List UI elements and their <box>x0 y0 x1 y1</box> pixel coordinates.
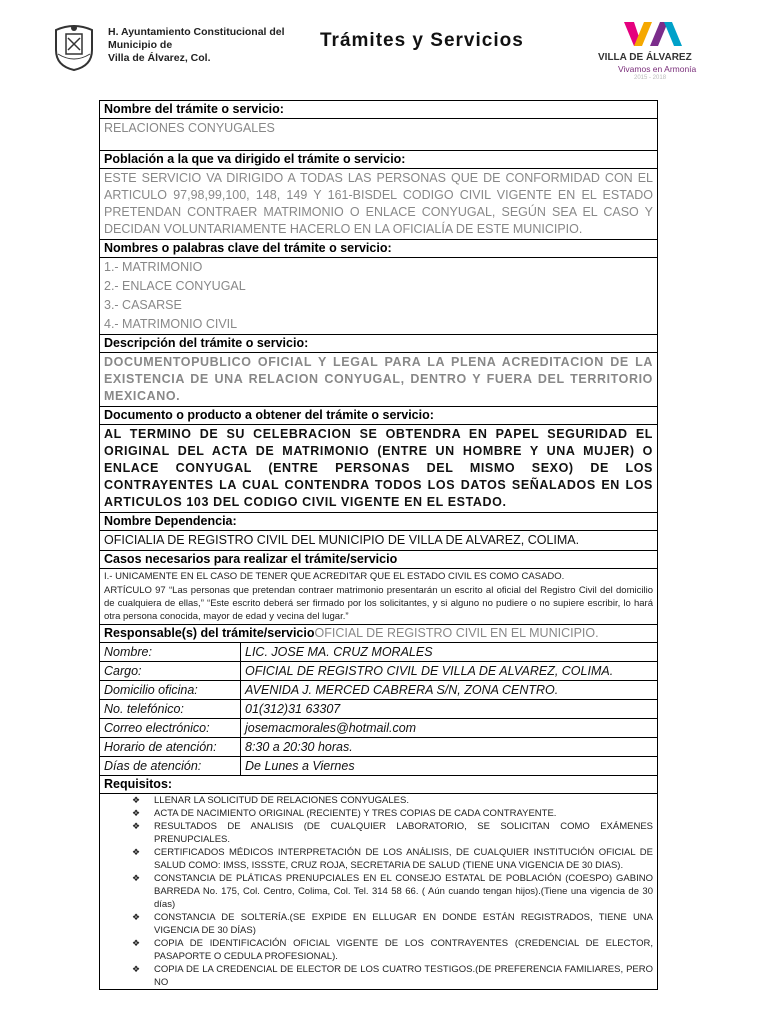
org-line-1: H. Ayuntamiento Constitucional del <box>108 26 285 38</box>
responsible-value: OFICIAL DE REGISTRO CIVIL EN EL MUNICIPIO. <box>314 626 599 640</box>
keywords-label-row <box>100 240 657 258</box>
villa-de-alvarez-logo <box>598 18 708 88</box>
page-title: Trámites y Servicios <box>320 30 524 51</box>
responsible-row <box>100 625 657 643</box>
requirement-text: COPIA DE IDENTIFICACIÓN OFICIAL VIGENTE DE LOS CONTRAYENTES (CREDENCIAL DE ELECTOR, PASAPORTE O CEDULA PROFESIONAL). <box>154 938 653 962</box>
contact-row <box>100 681 657 700</box>
requirement-text: CERTIFICADOS MÉDICOS INTERPRETACIÓN DE LOS ANÁLISIS, DE CUALQUIER INSTITUCIÓN OFICIAL DE SALUD COMO: IMSS, ISSSTE, CRUZ ROJA, SECRETARIA DE SALUD (TIENE UNA VIGENCIA DE 30 DIAS). <box>154 847 653 871</box>
diamond-bullet-icon: ❖ <box>132 964 141 974</box>
name-value-row <box>100 119 657 151</box>
description-label-row <box>100 335 657 353</box>
requirement-text: ACTA DE NACIMIENTO ORIGINAL (RECIENTE) Y TRES COPIAS DE CADA CONTRAYENTE. <box>154 808 557 819</box>
logo-slogan: Vivamos en Armonía <box>618 64 697 74</box>
contact-label: Cargo: <box>100 662 241 680</box>
cases-line-1: I.- UNICAMENTE EN EL CASO DE TENER QUE ACREDITAR QUE EL ESTADO CIVIL ES COMO CASADO. <box>104 571 565 582</box>
cases-label: Casos necesarios para realizar el trámite/servicio <box>104 552 398 566</box>
cases-line-2: ARTÍCULO 97 “Las personas que pretendan contraer matrimonio presentarán un escrito al oficial del Registro Civil del domicilio de cualquiera de ellas,” “Este escrito deberá ser firmado por los solicitantes, y si alguno no pudiere o no supiere escribir, lo hará otra persona conocida, mayor de edad y vecina del lugar.” <box>104 585 653 622</box>
contact-row <box>100 719 657 738</box>
document-value-row <box>100 425 657 513</box>
contact-row <box>100 662 657 681</box>
contact-row <box>100 738 657 757</box>
diamond-bullet-icon: ❖ <box>132 808 141 818</box>
contact-label: Días de atención: <box>100 757 241 775</box>
requirement-item <box>100 872 657 911</box>
requirement-item <box>100 846 657 872</box>
contact-row <box>100 757 657 776</box>
requirement-item <box>100 937 657 963</box>
diamond-bullet-icon: ❖ <box>132 873 141 883</box>
population-label: Población a la que va dirigido el trámite o servicio: <box>104 152 406 166</box>
name-value: RELACIONES CONYUGALES <box>104 121 275 135</box>
requirement-text: CONSTANCIA DE SOLTERÍA.(SE EXPIDE EN ELLUGAR EN DONDE ESTÁN REGISTRADOS, TIENE UNA VIGENCIA DE 30 DÍAS) <box>154 912 653 936</box>
dependency-label: Nombre Dependencia: <box>104 514 237 528</box>
contact-value: LIC. JOSE MA. CRUZ MORALES <box>245 645 433 659</box>
requirement-text: LLENAR LA SOLICITUD DE RELACIONES CONYUGALES. <box>154 795 409 806</box>
keywords-list-row <box>100 258 657 335</box>
keyword-item: 4.- MATRIMONIO CIVIL <box>104 317 238 331</box>
requirement-item <box>100 794 657 807</box>
logo-period: 2015 - 2018 <box>634 75 667 81</box>
description-label: Descripción del trámite o servicio: <box>104 336 309 350</box>
organization-name <box>108 26 285 65</box>
population-value: ESTE SERVICIO VA DIRIGIDO A TODAS LAS PERSONAS QUE DE CONFORMIDAD CON EL ARTICULO 97,98,99,100, 148, 149 Y 161-BISDEL CODIGO CIVIL VIGENTE EN EL ESTADO PRETENDAN CONTRAER MATRIMONIO O ENLACE CONYUGAL, SEGÚN SEA EL CASO Y DECIDAN VOLUNTARIAMENTE HACERLO EN LA OFICIALÍA DE ESTE MUNICIPIO. <box>104 171 653 236</box>
contact-label: Domicilio oficina: <box>100 681 241 699</box>
diamond-bullet-icon: ❖ <box>132 795 141 805</box>
description-value: DOCUMENTOPUBLICO OFICIAL Y LEGAL PARA LA PLENA ACREDITACION DE LA EXISTENCIA DE UNA RELACION CONYUGAL, DENTRO Y FUERA DEL TERRITORIO MEXICANO. <box>104 355 653 403</box>
municipal-seal-icon <box>52 20 96 72</box>
requirements-list <box>100 794 657 989</box>
service-form-table <box>99 100 658 990</box>
name-label: Nombre del trámite o servicio: <box>104 102 284 116</box>
page-header <box>0 0 768 96</box>
document-label: Documento o producto a obtener del trámite o servicio: <box>104 408 434 422</box>
description-value-row <box>100 353 657 407</box>
name-label-row <box>100 101 657 119</box>
diamond-bullet-icon: ❖ <box>132 912 141 922</box>
requirement-text: COPIA DE LA CREDENCIAL DE ELECTOR DE LOS CUATRO TESTIGOS.(DE PREFERENCIA FAMILIARES, PERO NO <box>154 964 653 988</box>
population-value-row <box>100 169 657 240</box>
diamond-bullet-icon: ❖ <box>132 847 141 857</box>
requirement-text: CONSTANCIA DE PLÁTICAS PRENUPCIALES EN EL CONSEJO ESTATAL DE POBLACIÓN (COESPO) GABINO BARREDA No. 175, Col. Centro, Colima, Col. Tel. 314 58 66. ( Aún cuando tengan hijos).(Tiene una vigencia de 30 días) <box>154 873 653 910</box>
requirement-item <box>100 807 657 820</box>
requirements-label-row <box>100 776 657 794</box>
requirements-list-row <box>100 794 657 990</box>
requirement-item <box>100 911 657 937</box>
contact-row <box>100 643 657 662</box>
keyword-item: 2.- ENLACE CONYUGAL <box>104 279 246 293</box>
contact-value: AVENIDA J. MERCED CABRERA S/N, ZONA CENTRO. <box>245 683 559 697</box>
cases-value-row <box>100 569 657 625</box>
responsible-label-line <box>100 625 657 642</box>
requirements-label: Requisitos: <box>104 777 173 791</box>
requirement-item <box>100 963 657 989</box>
contact-row <box>100 700 657 719</box>
dependency-value-row <box>100 531 657 551</box>
document-label-row <box>100 407 657 425</box>
diamond-bullet-icon: ❖ <box>132 938 141 948</box>
contact-label: Correo electrónico: <box>100 719 241 737</box>
responsible-label: Responsable(s) del trámite/servicio <box>104 626 315 640</box>
contact-label: No. telefónico: <box>100 700 241 718</box>
dependency-label-row <box>100 513 657 531</box>
diamond-bullet-icon: ❖ <box>132 821 141 831</box>
contact-value: josemacmorales@hotmail.com <box>245 721 417 735</box>
cases-label-row <box>100 551 657 569</box>
document-value: AL TERMINO DE SU CELEBRACION SE OBTENDRA EN PAPEL SEGURIDAD EL ORIGINAL DEL ACTA DE MATRIMONIO (ENTRE UN HOMBRE Y UNA MUJER) O ENLACE CONYUGAL (ENTRE PERSONAS DEL MISMO SEXO) DE LOS CONTRAYENTES LA CUAL CONTENDRA TODOS LOS DATOS SEÑALADOS EN LOS ARTICULOS 103 DEL CODIGO CIVIL VIGENTE EN EL ESTADO. <box>104 427 653 509</box>
contact-value: OFICIAL DE REGISTRO CIVIL DE VILLA DE ALVAREZ, COLIMA. <box>245 664 614 678</box>
contact-value: 8:30 a 20:30 horas. <box>245 740 353 754</box>
org-line-2: Municipio de <box>108 39 173 51</box>
contact-value: 01(312)31 63307 <box>245 702 341 716</box>
va-logo-mark-icon <box>620 18 688 50</box>
org-line-3: Villa de Álvarez, Col. <box>108 52 211 64</box>
dependency-value: OFICIALIA DE REGISTRO CIVIL DEL MUNICIPIO DE VILLA DE ALVAREZ, COLIMA. <box>104 533 580 547</box>
keywords-label: Nombres o palabras clave del trámite o servicio: <box>104 241 392 255</box>
requirement-text: RESULTADOS DE ANALISIS (DE CUALQUIER LABORATORIO, SE SOLICITAN COMO EXÁMENES PRENUPCIALES. <box>154 821 653 845</box>
logo-name: VILLA DE ÁLVAREZ <box>598 52 692 63</box>
contact-label: Nombre: <box>100 643 241 661</box>
requirement-item <box>100 820 657 846</box>
keyword-item: 3.- CASARSE <box>104 298 182 312</box>
contact-value: De Lunes a Viernes <box>245 759 355 773</box>
keyword-item: 1.- MATRIMONIO <box>104 260 203 274</box>
population-label-row <box>100 151 657 169</box>
contact-label: Horario de atención: <box>100 738 241 756</box>
